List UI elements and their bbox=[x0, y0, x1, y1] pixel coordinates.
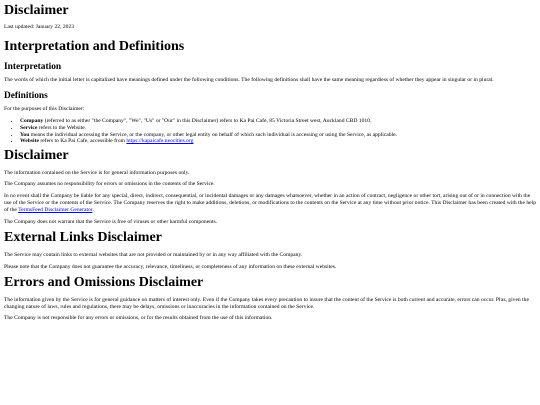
interpretation-definitions-heading: Interpretation and Definitions bbox=[4, 39, 185, 55]
definition-text: refers to Ka Pai Cafe, accessible from bbox=[38, 138, 127, 145]
errors-omissions-paragraph-2: The Company is not responsible for any errors or omissions, or for the results obtained from the use of this information. bbox=[4, 315, 273, 322]
definition-item-service bbox=[20, 125, 536, 132]
definition-item-website bbox=[20, 138, 536, 145]
interpretation-heading: Interpretation bbox=[4, 61, 62, 72]
page-title: Disclaimer bbox=[4, 3, 69, 18]
external-links-heading: External Links Disclaimer bbox=[4, 230, 162, 246]
disclaimer-paragraph-3-text: In no event shall the Company be liable for any special, direct, indirect, consequential, or incidental damages or any damages whatsoever, whether in an action of contract, negligence or other tort, arising out of or in connection with the use of the Service or the contents of the Service. The Company reserves the right to make additions, deletions, or modifications to the contents on the Service at any time without prior notice. This Disclaimer has been created with the help of the bbox=[4, 193, 536, 213]
interpretation-text: The words of which the initial letter is capitalized have meanings defined under the following conditions. The following definitions shall have the same meaning regardless of whether they appear in singular or in plural. bbox=[4, 76, 494, 83]
definition-text: (referred to as either "the Company", "We", "Us" or "Our" in this Disclaimer) refers to Ka Pai Cafe, 85 Victoria Street west, Auckland CBD 1010. bbox=[43, 117, 372, 124]
errors-omissions-heading: Errors and Omissions Disclaimer bbox=[4, 275, 204, 291]
disclaimer-heading: Disclaimer bbox=[4, 148, 69, 164]
definition-text: refers to the Website. bbox=[37, 124, 87, 131]
definition-term: You bbox=[20, 131, 30, 138]
disclaimer-paragraph-3 bbox=[4, 193, 536, 213]
definition-term: Service bbox=[20, 124, 38, 131]
external-links-paragraph-2: Please note that the Company does not guarantee the accuracy, relevance, timeliness, or completeness of any information on these external websites. bbox=[4, 263, 337, 270]
website-link[interactable]: https://kapaicafe.neocities.org bbox=[126, 138, 194, 145]
last-updated: Last updated: January 22, 2023 bbox=[4, 24, 75, 31]
external-links-paragraph-1: The Service may contain links to external websites that are not provided or maintained by or in any way affiliated with the Company. bbox=[4, 251, 303, 258]
definition-item-company bbox=[20, 118, 536, 125]
definition-term: Company bbox=[20, 117, 44, 124]
disclaimer-paragraph-3-end: . bbox=[92, 206, 94, 213]
definitions-intro: For the purposes of this Disclaimer: bbox=[4, 106, 85, 113]
definition-term: Website bbox=[20, 138, 39, 145]
definitions-list bbox=[4, 118, 536, 145]
disclaimer-paragraph-1: The information contained on the Service is for general information purposes only. bbox=[4, 169, 190, 176]
termsfeed-generator-link[interactable]: TermsFeed Disclaimer Generator bbox=[18, 206, 93, 213]
definitions-heading: Definitions bbox=[4, 90, 48, 101]
disclaimer-paragraph-4: The Company does not warrant that the Service is free of viruses or other harmful components. bbox=[4, 218, 218, 225]
definition-text: means the individual accessing the Service, or the company, or other legal entity on behalf of which such individual is accessing or using the Service, as applicable. bbox=[29, 131, 397, 138]
errors-omissions-paragraph-1: The information given by the Service is for general guidance on matters of interest only. Even if the Company takes every precaution to insure that the content of the Service is both current and accurate, errors can occur. Plus, given the changing nature of laws, rules and regulations, there may be delays, omissions or inaccuracies in the information contained on the Service. bbox=[4, 296, 529, 310]
disclaimer-paragraph-2: The Company assumes no responsibility for errors or omissions in the contents of the Service. bbox=[4, 181, 215, 188]
